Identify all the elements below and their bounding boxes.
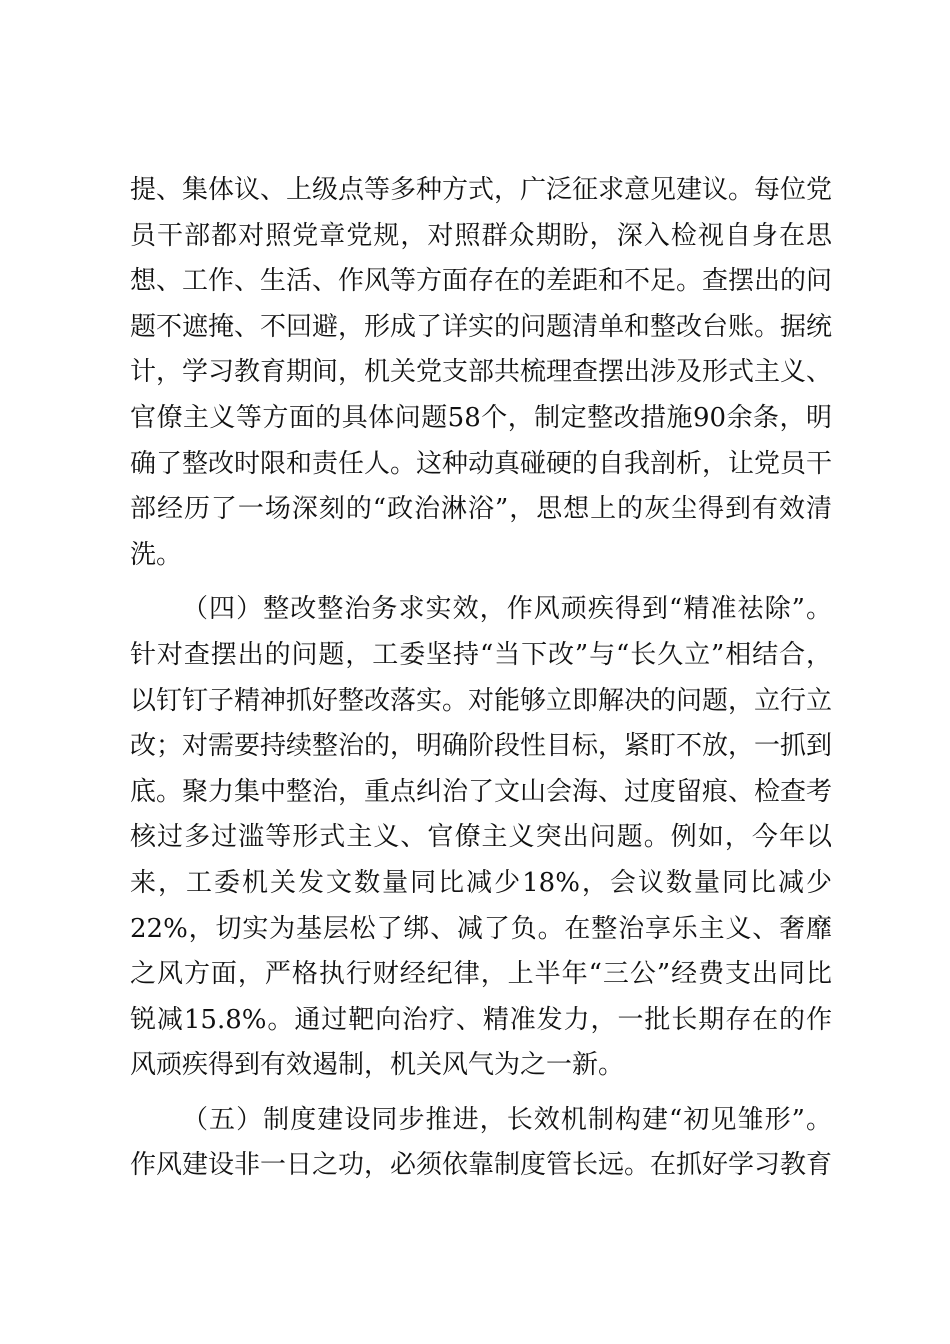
paragraph-1 [130,168,832,578]
section-heading-5: （五）制度建设同步推进，长效机制构建“初见雏形”。 [182,1104,832,1135]
paragraph-1-text: 提、集体议、上级点等多种方式，广泛征求意见建议。每位党员干部都对照党章党规，对照群众期盼，深入检视自身在思想、工作、生活、作风等方面存在的差距和不足。查摆出的问题不遮掩、不回避，形成了详实的问题清单和整改台账。据统计，学习教育期间，机关党支部共梳理查摆出涉及形式主义、官僚主义等方面的具体问题58个，制定整改措施90余条，明确了整改时限和责任人。这种动真碰硬的自我剖析，让党员干部经历了一场深刻的“政治淋浴”，思想上的灰尘得到有效清洗。 [130,175,833,570]
paragraph-3-text: 作风建设非一日之功，必须依靠制度管长远。在抓好学习教育 [130,1150,833,1181]
paragraph-2 [130,587,832,1089]
paragraph-2-text: 针对查摆出的问题，工委坚持“当下改”与“长久立”相结合，以钉钉子精神抓好整改落实。对能够立即解决的问题，立行立改；对需要持续整治的，明确阶段性目标，紧盯不放，一抓到底。聚力集中整治，重点纠治了文山会海、过度留痕、检查考核过多过滥等形式主义、官僚主义突出问题。例如，今年以来，工委机关发文数量同比减少18%，会议数量同比减少22%，切实为基层松了绑、减了负。在整治享乐主义、奢靡之风方面，严格执行财经纪律，上半年“三公”经费支出同比锐减15.8%。通过靶向治疗、精准发力，一批长期存在的作风顽疾得到有效遏制，机关风气为之一新。 [130,639,833,1081]
section-heading-4: （四）整改整治务求实效，作风顽疾得到“精准祛除”。 [182,594,832,625]
paragraph-3 [130,1098,832,1189]
document-page [130,168,832,1189]
